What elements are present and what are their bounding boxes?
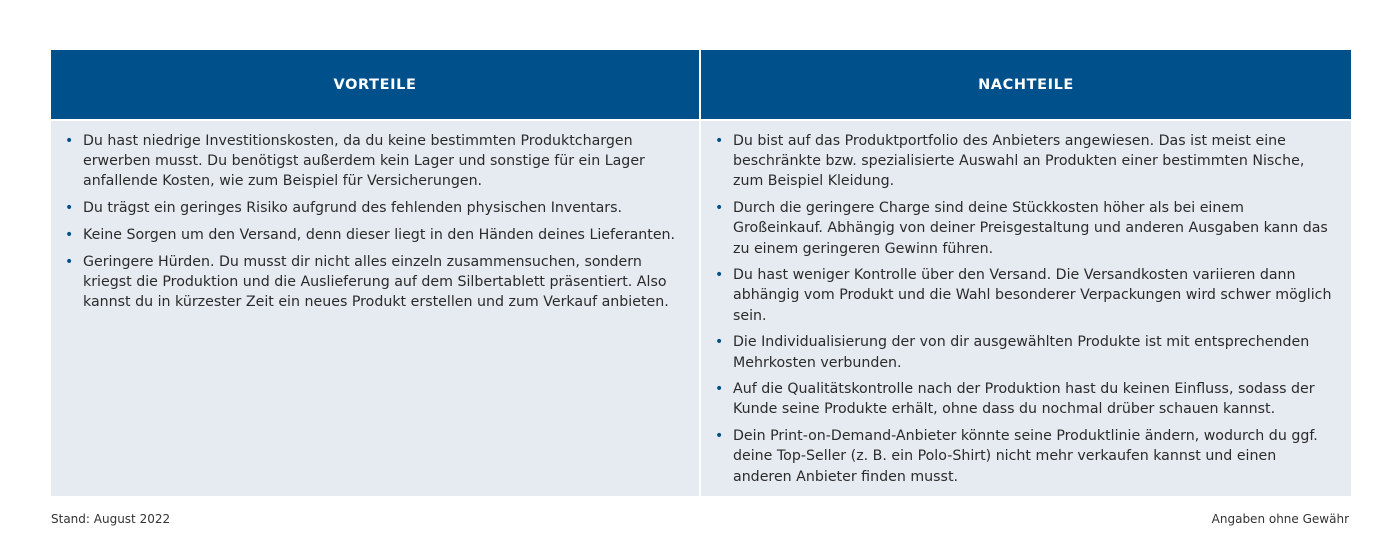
bullet-icon: • bbox=[65, 226, 74, 243]
list-item-text: Du hast niedrige Investitionskosten, da du keine bestimmten Produktchargen erwerben musst. Du benötigst außerdem kein Lager und sonstige für ein Lager anfallende Kosten, wie zum Beispiel für Versicherungen. bbox=[83, 133, 645, 190]
list-item bbox=[65, 198, 683, 218]
list-item bbox=[715, 332, 1335, 372]
list-item bbox=[65, 225, 683, 245]
bullet-icon: • bbox=[65, 253, 74, 270]
bullet-icon: • bbox=[715, 133, 724, 149]
cell-vorteile bbox=[51, 121, 699, 496]
vorteile-list bbox=[65, 131, 683, 312]
footer-date: Stand: August 2022 bbox=[51, 512, 171, 526]
list-item-text: Die Individualisierung der von dir ausgewählten Produkte ist mit entsprechenden Mehrkosten verbunden. bbox=[733, 334, 1310, 371]
bullet-icon: • bbox=[65, 200, 74, 217]
list-item bbox=[715, 426, 1335, 487]
bullet-icon: • bbox=[65, 133, 74, 149]
list-item bbox=[715, 379, 1335, 419]
header-nachteile: NACHTEILE bbox=[701, 50, 1351, 119]
comparison-table bbox=[51, 50, 1349, 496]
list-item bbox=[715, 265, 1335, 326]
nachteile-list bbox=[715, 131, 1335, 487]
cell-nachteile bbox=[701, 121, 1351, 496]
list-item-text: Du hast weniger Kontrolle über den Versand. Die Versandkosten variieren dann abhängig vom Produkt und die Wahl besonderer Verpackungen wird schwer möglich sein. bbox=[733, 267, 1332, 324]
list-item-text: Durch die geringere Charge sind deine Stückkosten höher als bei einem Großeinkauf. Abhängig von deiner Preisgestaltung und anderen Ausgaben kann das zu einem geringeren Gewinn führen. bbox=[733, 200, 1328, 257]
bullet-icon: • bbox=[715, 267, 724, 284]
header-vorteile: VORTEILE bbox=[51, 50, 699, 119]
bullet-icon: • bbox=[715, 381, 724, 398]
list-item-text: Auf die Qualitätskontrolle nach der Produktion hast du keinen Einfluss, sodass der Kunde seine Produkte erhält, ohne dass du nochmal drüber schauen kannst. bbox=[733, 381, 1315, 418]
footer-disclaimer: Angaben ohne Gewähr bbox=[1211, 512, 1349, 526]
bullet-icon: • bbox=[715, 334, 724, 351]
list-item bbox=[715, 131, 1335, 192]
list-item-text: Keine Sorgen um den Versand, denn dieser liegt in den Händen deines Lieferanten. bbox=[83, 226, 676, 243]
list-item-text: Dein Print-on-Demand-Anbieter könnte seine Produktlinie ändern, wodurch du ggf. deine Top-Seller (z. B. ein Polo-Shirt) nicht mehr verkaufen kannst und einen anderen Anbieter finden musst. bbox=[733, 428, 1318, 485]
list-item bbox=[65, 252, 683, 313]
list-item-text: Du trägst ein geringes Risiko aufgrund des fehlenden physischen Inventars. bbox=[83, 200, 623, 217]
bullet-icon: • bbox=[715, 428, 724, 445]
list-item bbox=[715, 198, 1335, 259]
bullet-icon: • bbox=[715, 200, 724, 217]
list-item-text: Geringere Hürden. Du musst dir nicht alles einzeln zusammensuchen, sondern kriegst die Produktion und die Auslieferung auf dem Silbertablett präsentiert. Also kannst du in kürzester Zeit ein neues Produkt erstellen und zum Verkauf anbieten. bbox=[83, 253, 669, 310]
list-item-text: Du bist auf das Produktportfolio des Anbieters angewiesen. Das ist meist eine beschränkte bzw. spezialisierte Auswahl an Produkten einer bestimmten Nische, zum Beispiel Kleidung. bbox=[733, 133, 1305, 190]
list-item bbox=[65, 131, 683, 192]
